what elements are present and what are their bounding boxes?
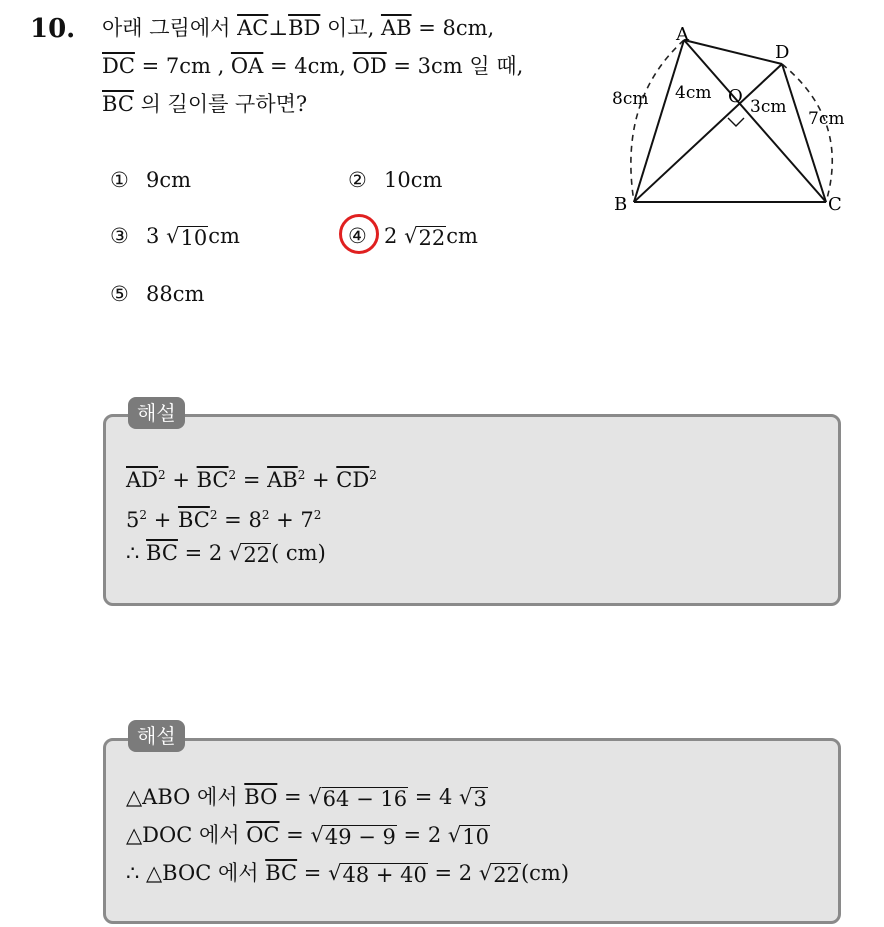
quadrilateral-figure [600,20,870,220]
vertex-c-label: C [828,194,842,215]
segment-bd: $\overline{BD}$ [288,16,321,40]
choice-3[interactable]: ③ 3 √ 10 cm [110,224,240,250]
choice-1[interactable]: ① 9cm [110,168,192,192]
question-line-2: $\overline{DC} = 7cm$ , $\overline{OA} = 4cm$, $\overline{OD} = 3cm$ 일 때, [102,54,524,78]
solution-2-line-2: △DOC 에서 $\overline{OC}$ = √ 49 − 9 = 2 √ 10 [126,823,489,849]
solution-2-tag: 해설 [128,720,185,752]
solution-2-line-1: △ABO 에서 $\overline{BO}$ = √ 64 − 16 = 4 √ 3 [126,785,487,811]
sqrt-symbol: √ 49 − 9 [310,823,396,849]
sqrt-symbol: √ 22 [404,224,446,250]
solution-1-line-3: ∴ $\overline{BC} = 2$ √ 22 ( cm) [126,541,326,567]
choice-5[interactable]: ⑤ 88cm [110,282,205,306]
vertex-a-label: A [676,24,689,45]
segment-ac: $\overline{AC}$ [237,16,269,40]
sqrt-symbol: √ 64 − 16 [308,785,408,811]
sqrt-symbol: √ 22 [478,861,520,887]
segment-od: $\overline{OD}$ [352,54,387,78]
selected-answer-circle [339,214,379,254]
length-od-label: 3cm [750,97,787,117]
solution-2-line-3: ∴ △BOC 에서 $\overline{BC}$ = √ 48 + 40 = 2 √ 22 (cm) [126,861,570,887]
segment-ab: $\overline{AB}$ [380,16,412,40]
choice-4[interactable]: ④ 2 √ 22 cm [348,224,478,250]
point-o-label: O [728,86,743,107]
solution-1-line-2: $5^2 + \overline{BC}^2 = 8^2 + 7^2$ [126,508,322,532]
question-line-1: 아래 그림에서 $\overline{AC}\perp\overline{BD}$ 이고, $\overline{AB} = 8cm$, [102,16,495,40]
length-ab-label: 8cm [612,89,649,109]
sqrt-symbol: √ 22 [228,541,271,567]
vertex-b-label: B [614,194,628,215]
segment-oa: $\overline{OA}$ [230,54,264,78]
length-oa-label: 4cm [675,83,712,103]
solution-1-line-1: $\overline{AD}^2 + \overline{BC}^2 = \overline{AB}^2 + \overline{CD}^2$ [126,468,377,492]
segment-bc: $\overline{BC}$ [102,92,134,116]
segment-dc: $\overline{DC}$ [102,54,135,78]
sqrt-symbol: √ 48 + 40 [328,861,427,887]
question-number: 10. [30,14,76,44]
sqrt-symbol: √ 10 [166,224,208,250]
solution-box-2 [103,738,841,924]
sqrt-symbol: √ 3 [459,785,487,811]
vertex-d-label: D [775,42,790,63]
choice-2[interactable]: ② 10cm [348,168,443,192]
question-line-3: $\overline{BC}$ 의 길이를 구하면? [102,92,308,116]
sqrt-symbol: √ 10 [447,823,489,849]
length-dc-label: 7cm [808,109,845,129]
solution-box-1 [103,414,841,606]
solution-1-tag: 해설 [128,397,185,429]
